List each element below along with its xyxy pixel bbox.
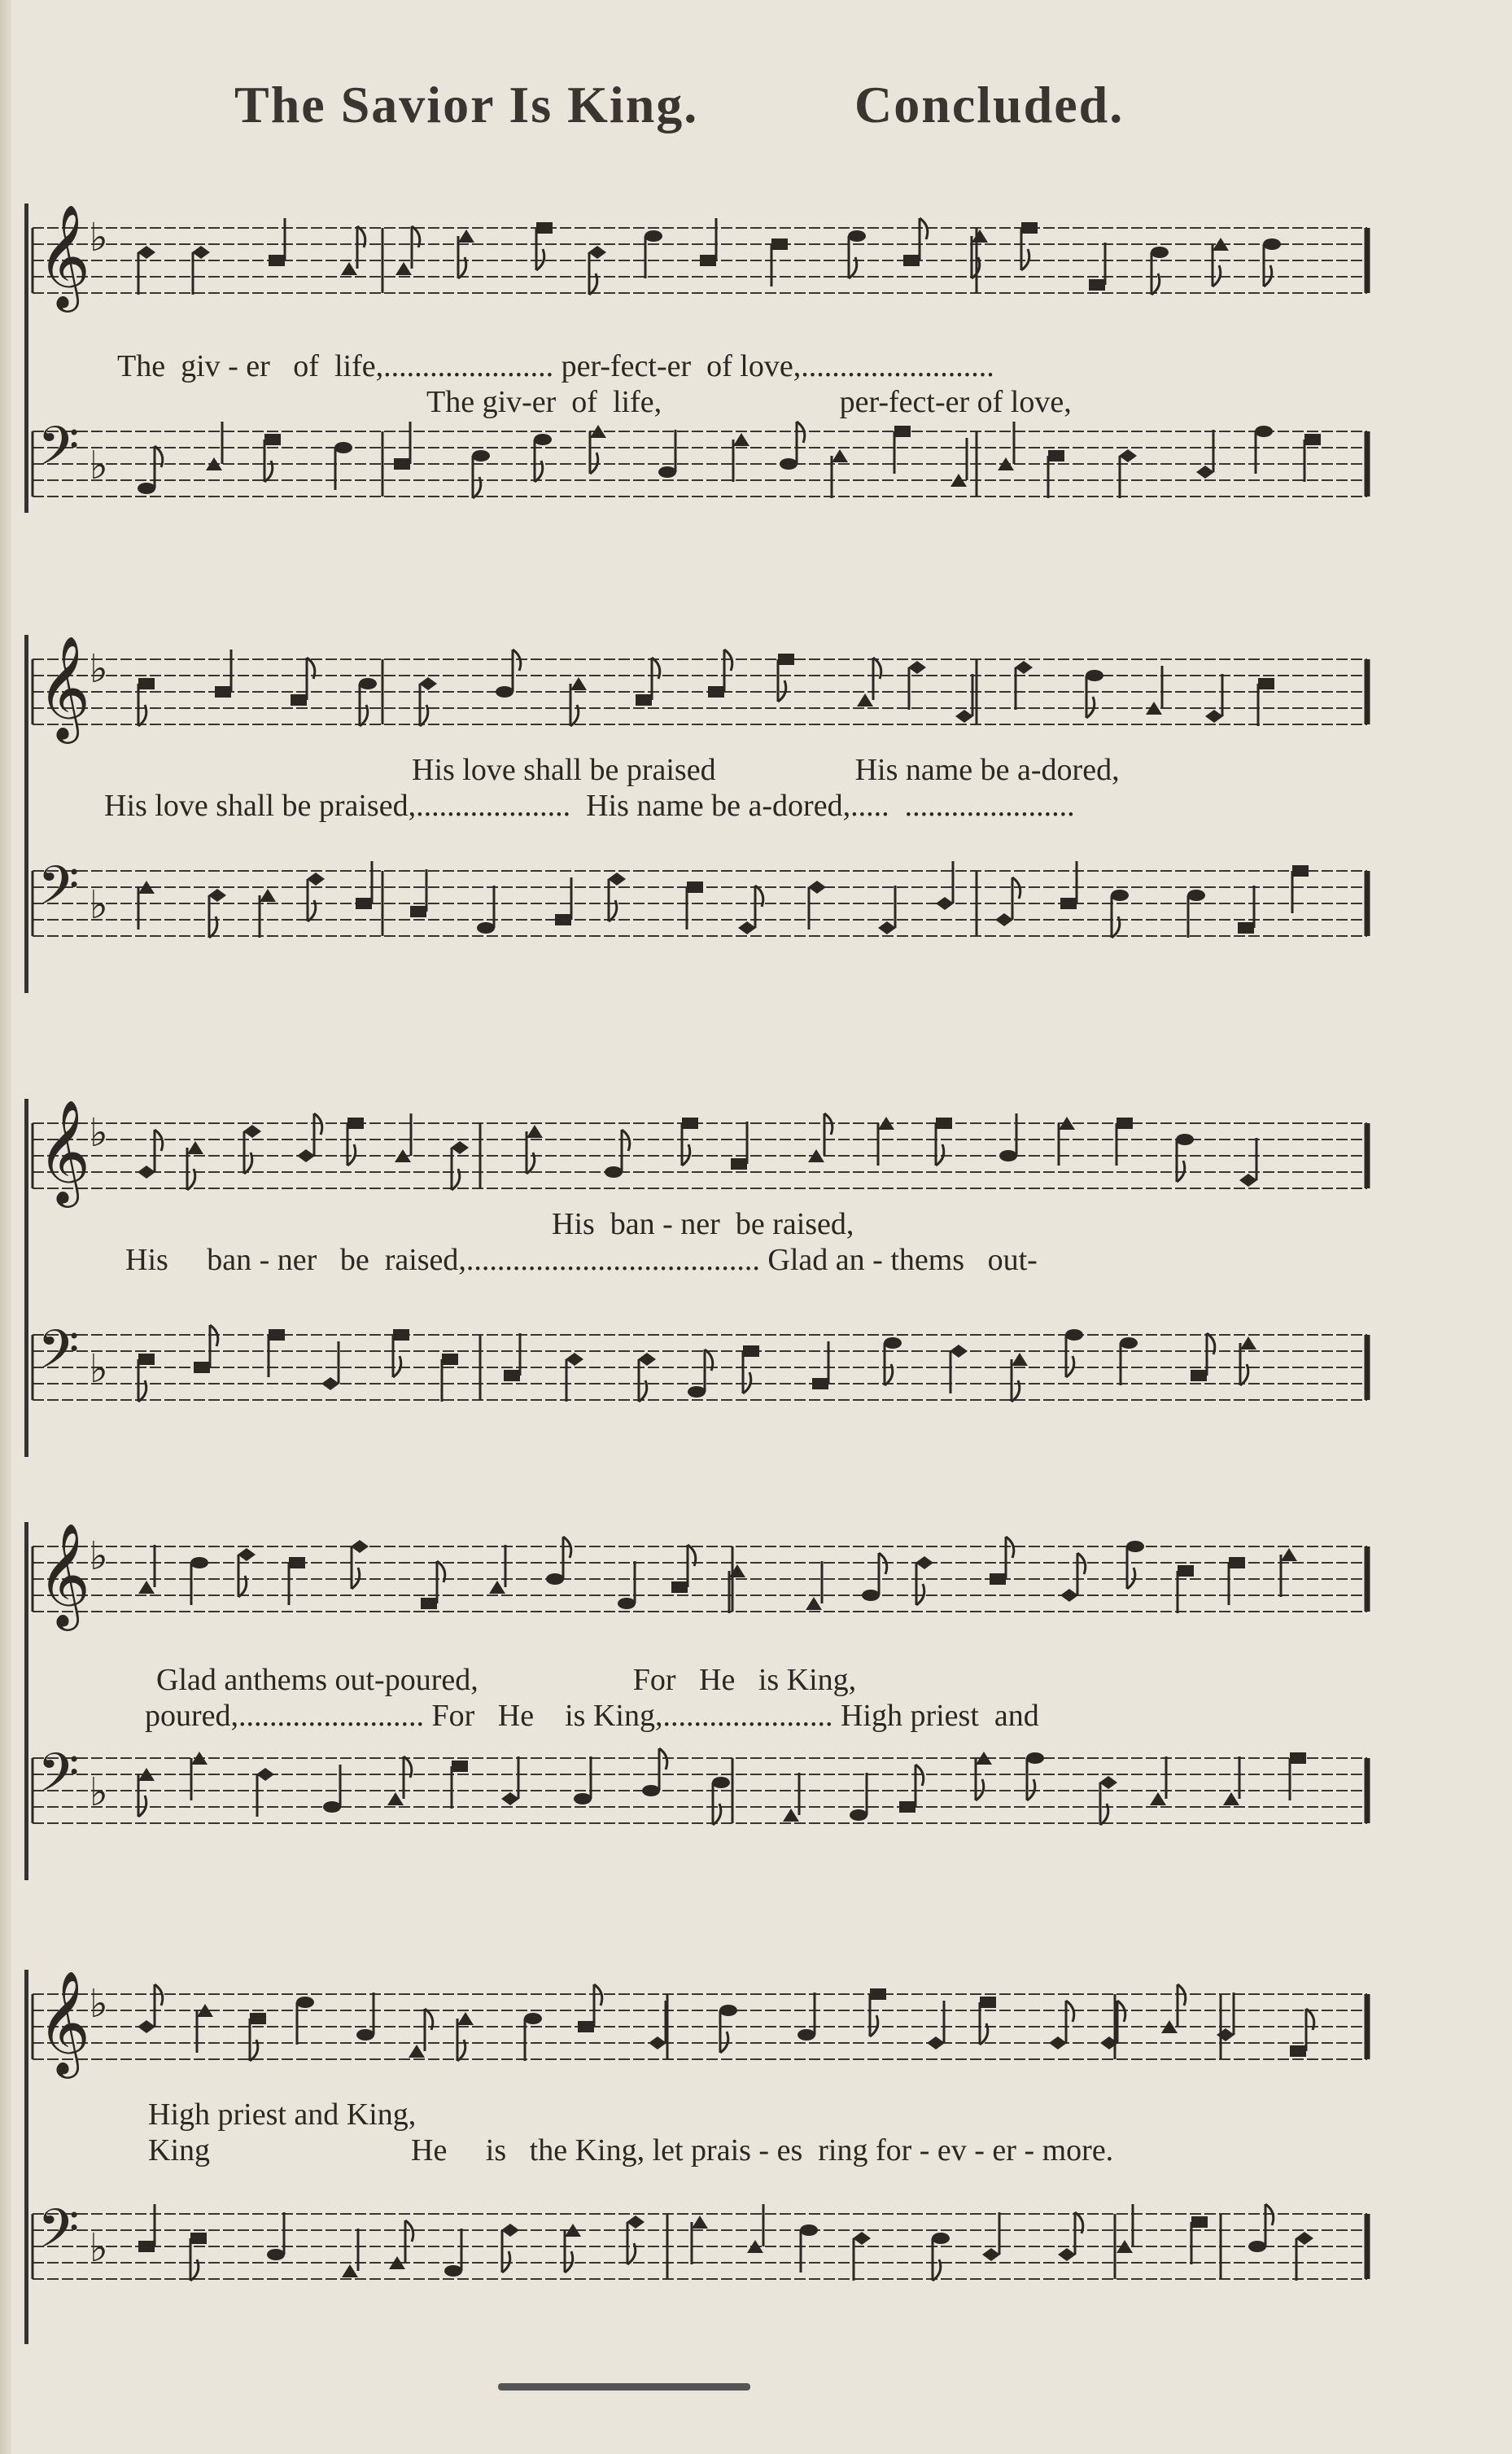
note-head (1048, 450, 1064, 461)
note-head (536, 222, 553, 234)
note-head (256, 1768, 274, 1781)
note-head (578, 2021, 594, 2032)
note-head (138, 1581, 155, 1594)
note-head (264, 434, 281, 445)
note-head (1240, 1336, 1256, 1349)
note-head (982, 2248, 1000, 2261)
note-head (1015, 661, 1033, 674)
note-head (458, 230, 474, 243)
note-head (618, 1598, 636, 1609)
note-head (642, 1785, 660, 1796)
note-head (566, 1353, 583, 1366)
note-head (359, 678, 377, 689)
note-head (243, 1125, 261, 1138)
note-head (719, 2005, 737, 2016)
note-head (574, 1793, 592, 1804)
note-head (356, 2029, 374, 2041)
page-binding-edge (0, 0, 11, 2454)
note-head (936, 1118, 952, 1129)
music-system-4 (24, 1498, 1383, 1905)
note-head (1099, 1776, 1117, 1789)
note-head (215, 686, 231, 698)
note-head (1119, 449, 1137, 462)
note-head (783, 1809, 799, 1822)
lyric-line-lower: poured,........................ For He is King,...................... High priest and (145, 1699, 1039, 1733)
note-head (555, 914, 571, 925)
note-head (504, 1370, 520, 1381)
note-head (477, 922, 495, 934)
note-head (1187, 890, 1205, 901)
note-head (1111, 890, 1129, 901)
note-head (341, 262, 357, 275)
note-head (950, 1345, 968, 1358)
bass-clef-icon: 𝄢 (37, 415, 80, 491)
bass-staff (24, 1726, 1383, 1888)
note-head (1150, 1792, 1166, 1805)
note-head (472, 450, 490, 461)
note-head (884, 1337, 902, 1349)
note-head (187, 1141, 203, 1154)
note-head (1191, 1370, 1207, 1381)
note-head (546, 1573, 564, 1585)
note-head (289, 1557, 305, 1568)
treble-clef-icon: 𝄞 (37, 1099, 91, 1203)
note-head (1296, 2232, 1313, 2245)
music-system-5 (24, 1937, 1383, 2377)
note-head (269, 1329, 285, 1341)
treble-clef-icon: 𝄞 (37, 1970, 91, 2074)
note-head (780, 458, 798, 470)
note-head (442, 1354, 458, 1365)
bass-clef-icon: 𝄢 (37, 855, 80, 930)
note-head (444, 2265, 462, 2277)
note-head (194, 1362, 210, 1373)
treble-clef-icon: 𝄞 (37, 1522, 91, 1626)
note-head (347, 1118, 364, 1129)
note-head (671, 1581, 688, 1593)
note-head (771, 238, 788, 250)
note-head (778, 654, 794, 665)
lyric-line-lower: His love shall be praised,.................... His name be a-dored,..... ...................... (104, 789, 1075, 823)
note-head (307, 873, 325, 886)
note-head (238, 1548, 256, 1561)
note-head (608, 873, 626, 886)
note-head (1065, 1329, 1083, 1341)
note-head (1205, 710, 1223, 723)
note-head (250, 2013, 266, 2024)
note-head (1126, 1541, 1144, 1552)
note-head (800, 2224, 818, 2236)
note-head (421, 1598, 437, 1609)
note-head (393, 1329, 409, 1341)
note-head (527, 1125, 543, 1138)
note-head (999, 1150, 1017, 1161)
note-head (1238, 922, 1254, 934)
note-head (857, 693, 873, 706)
flat-key-signature-icon: ♭ (90, 882, 108, 928)
lyric-line-lower: King He is the King, let prais - es ring for - ev - er - more. (148, 2133, 1114, 2167)
note-head (1117, 1118, 1133, 1129)
lyric-line-upper: Glad anthems out-poured, For He is King, (156, 1663, 857, 1697)
music-system-3 (24, 1074, 1383, 1481)
note-head (291, 694, 307, 706)
note-head (190, 2233, 207, 2244)
treble-clef-icon: 𝄞 (37, 203, 91, 308)
note-head (649, 2036, 666, 2049)
note-head (570, 677, 587, 690)
note-head (870, 1988, 886, 2000)
note-head (605, 1166, 623, 1178)
note-head (627, 2216, 645, 2229)
note-head (1263, 238, 1281, 250)
note-head (1223, 1792, 1239, 1805)
note-head (452, 1761, 468, 1772)
note-head (862, 1590, 880, 1601)
bass-staff (24, 838, 1383, 1017)
note-head (1258, 678, 1274, 689)
note-head (645, 230, 662, 242)
note-head (323, 1801, 341, 1813)
note-head (808, 881, 826, 894)
note-head (853, 2232, 871, 2245)
note-head (394, 458, 410, 470)
treble-staff (24, 1514, 1383, 1677)
note-head (932, 2233, 950, 2244)
note-head (351, 1540, 369, 1553)
note-head (688, 1386, 706, 1398)
note-head (894, 426, 911, 437)
note-head (489, 1581, 505, 1594)
note-head (1178, 1565, 1194, 1577)
note-head (296, 1997, 314, 2008)
note-head (1191, 2216, 1208, 2228)
note-head (1290, 2045, 1306, 2057)
note-head (409, 2045, 425, 2058)
note-head (1089, 279, 1105, 291)
note-head (878, 921, 896, 934)
note-head (743, 1345, 759, 1357)
title-concluded: Concluded. (854, 76, 1125, 133)
note-head (1217, 2028, 1235, 2041)
note-head (1058, 2248, 1076, 2261)
note-head (451, 1141, 469, 1154)
note-head (419, 677, 437, 690)
note-head (395, 262, 412, 275)
bass-clef-icon: 𝄢 (37, 2198, 80, 2273)
note-head (1151, 247, 1169, 258)
note-head (903, 255, 920, 266)
note-head (1176, 1134, 1194, 1145)
note-head (812, 1378, 828, 1389)
note-head (850, 1809, 867, 1821)
note-head (496, 686, 513, 698)
note-head (534, 434, 552, 445)
note-head (1255, 426, 1273, 437)
flat-key-signature-icon: ♭ (90, 1533, 108, 1579)
note-head (269, 255, 285, 266)
note-head (712, 1777, 730, 1788)
note-head (192, 246, 210, 259)
note-head (1196, 466, 1214, 479)
end-rule (498, 2383, 750, 2391)
note-head (1239, 1174, 1257, 1187)
note-head (1060, 898, 1077, 909)
note-head (682, 1118, 698, 1129)
note-head (908, 661, 926, 674)
note-head (138, 1166, 155, 1179)
bass-staff (24, 1302, 1383, 1465)
lyric-line-lower: The giv-er of life, per-fect-er of love, (426, 385, 1072, 419)
note-head (731, 1158, 747, 1170)
note-head (687, 881, 703, 893)
note-head (138, 2241, 155, 2252)
flat-key-signature-icon: ♭ (90, 2225, 108, 2271)
music-system-1 (24, 171, 1383, 545)
note-head (334, 442, 352, 453)
note-head (267, 2249, 285, 2260)
bass-clef-icon: 𝄢 (37, 1319, 80, 1394)
note-head (658, 466, 676, 478)
note-head (190, 1557, 208, 1568)
note-head (410, 906, 426, 917)
note-head (321, 1377, 339, 1390)
lyric-line-lower: His ban - ner be raised,...................................... Glad an - thems out- (125, 1243, 1038, 1277)
note-head (1281, 1548, 1297, 1561)
note-head (342, 2264, 358, 2277)
bass-clef-icon: 𝄢 (37, 1742, 80, 1818)
note-head (936, 897, 954, 910)
note-head (1086, 670, 1103, 681)
lyric-line-upper: High priest and King, (148, 2097, 417, 2132)
treble-staff (24, 195, 1383, 358)
music-system-2 (24, 610, 1383, 1017)
lyric-line-upper: His love shall be praised His name be a-dored, (412, 753, 1120, 787)
note-head (1248, 2241, 1266, 2252)
note-head (1292, 865, 1309, 877)
note-head (138, 678, 155, 689)
note-head (260, 889, 276, 902)
note-head (692, 2216, 708, 2229)
note-head (990, 1573, 1006, 1585)
note-head (848, 230, 866, 242)
bass-staff (24, 399, 1383, 562)
treble-clef-icon: 𝄞 (37, 635, 91, 739)
note-head (733, 433, 749, 446)
note-head (916, 1556, 933, 1569)
note-head (708, 686, 724, 698)
note-head (1060, 1589, 1078, 1602)
note-head (588, 246, 606, 259)
note-head (798, 2029, 815, 2041)
note-head (1021, 222, 1038, 234)
note-head (138, 483, 155, 494)
title-main: The Savior Is King. (234, 76, 699, 133)
note-head (501, 1792, 519, 1805)
note-head (1120, 1337, 1138, 1349)
lyric-line-upper: The giv - er of life,...................... per-fect-er of love,......................... (117, 349, 994, 383)
note-head (636, 694, 652, 706)
note-head (356, 898, 372, 909)
note-head (1290, 1752, 1306, 1764)
flat-key-signature-icon: ♭ (90, 1346, 108, 1392)
note-head (1026, 1752, 1044, 1764)
lyric-line-upper: His ban - ner be raised, (552, 1207, 854, 1241)
bass-staff (24, 2181, 1383, 2344)
note-head (638, 1353, 656, 1366)
flat-key-signature-icon: ♭ (90, 215, 108, 260)
note-head (899, 1801, 916, 1813)
note-head (138, 1354, 155, 1365)
note-head (832, 449, 848, 462)
note-head (700, 255, 716, 266)
note-head (297, 1149, 315, 1162)
note-head (387, 1792, 404, 1805)
flat-key-signature-icon: ♭ (90, 443, 108, 488)
flat-key-signature-icon: ♭ (90, 1110, 108, 1156)
note-head (501, 2224, 519, 2237)
flat-key-signature-icon: ♭ (90, 1981, 108, 2027)
note-head (927, 2036, 945, 2049)
note-head (138, 2020, 155, 2033)
note-head (208, 889, 226, 902)
note-head (1304, 434, 1321, 445)
note-head (1012, 1353, 1028, 1366)
note-head (995, 913, 1013, 926)
flat-key-signature-icon: ♭ (90, 1769, 108, 1815)
note-head (738, 921, 756, 934)
flat-key-signature-icon: ♭ (90, 646, 108, 692)
note-head (1049, 2036, 1067, 2049)
note-head (1229, 1557, 1245, 1568)
note-head (806, 1597, 822, 1610)
note-head (980, 1997, 996, 2008)
note-head (955, 710, 973, 723)
note-head (138, 246, 155, 259)
note-head (457, 2012, 474, 2025)
note-head (972, 230, 988, 243)
note-head (524, 2013, 542, 2024)
